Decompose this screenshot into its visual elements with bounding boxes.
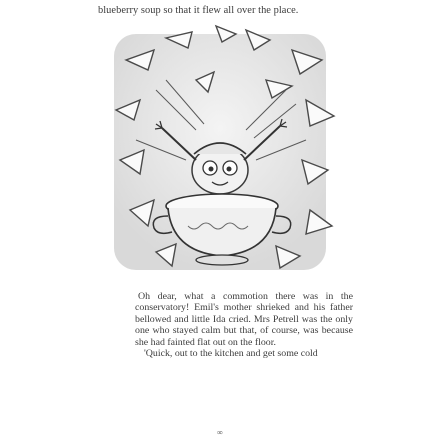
paragraph-quick: 'Quick, out to the kitchen and get some cold [144,348,318,360]
story-text [135,291,353,359]
illustration-emil-soup-tureen [96,20,344,282]
page-number: ∞ [217,428,223,437]
paragraph-commotion: Oh dear, what a commotion there was in the conservatory! Emil's mother shrieked and his father bellowed and little Ida cried. Mrs Petrell was the only one who stayed calm but that, of course, was because she had fainted flat out on the floor. [135,291,353,348]
top-text-line: blueberry soup so that it flew all over the place. [98,5,299,16]
